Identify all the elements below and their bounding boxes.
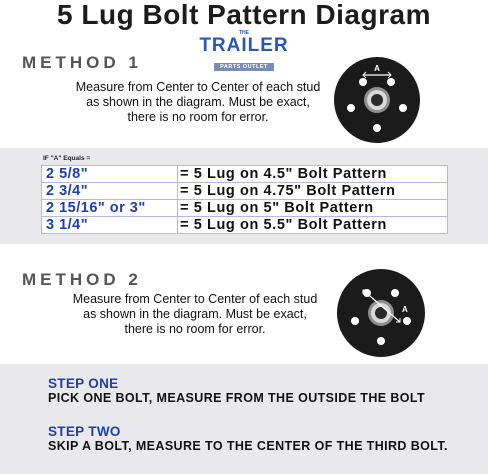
table-heading: IF "A" Equals = (43, 155, 91, 162)
step-two-text: SKIP A BOLT, MEASURE TO THE CENTER OF THE THIRD BOLT. (48, 439, 448, 453)
hub-diagram-method-2 (336, 268, 426, 358)
step-one-text: PICK ONE BOLT, MEASURE FROM THE OUTSIDE THE BOLT (48, 391, 426, 405)
page-title: 5 Lug Bolt Pattern Diagram (57, 0, 431, 30)
table-cell-value: 2 3/4" (42, 183, 178, 200)
table-cell-value: 2 5/8" (42, 166, 178, 183)
method-2-line: Measure from Center to Center of each stud (72, 292, 318, 306)
table-row (42, 166, 448, 183)
method-1-line: Measure from Center to Center of each stud (75, 80, 321, 94)
step-two-heading: STEP TWO (48, 424, 121, 439)
logo-name: TRAILER (199, 35, 289, 56)
table-row (42, 200, 448, 217)
method-1-label: METHOD 1 (22, 53, 142, 72)
table-row (42, 217, 448, 234)
hub-1-label: A (374, 64, 380, 73)
method-2-description (55, 292, 335, 337)
trailer-parts-outlet-logo (193, 30, 295, 70)
logo-sub: PARTS OUTLET (214, 63, 274, 71)
table-cell-result: = 5 Lug on 4.5" Bolt Pattern (178, 166, 448, 183)
table-cell-value: 3 1/4" (42, 217, 178, 234)
step-one-heading: STEP ONE (48, 376, 119, 391)
table-row (42, 183, 448, 200)
method-2-label: METHOD 2 (22, 270, 142, 289)
table-cell-result: = 5 Lug on 4.75" Bolt Pattern (178, 183, 448, 200)
logo-the: THE (239, 30, 249, 36)
method-1-line: there is no room for error. (127, 110, 269, 124)
method-2-line: as shown in the diagram. Must be exact, (83, 307, 307, 321)
hub-2-label: A (402, 305, 408, 314)
table-cell-result: = 5 Lug on 5.5" Bolt Pattern (178, 217, 448, 234)
table-cell-value: 2 15/16" or 3" (42, 200, 178, 217)
method-1-line: as shown in the diagram. Must be exact, (86, 95, 310, 109)
table-cell-result: = 5 Lug on 5" Bolt Pattern (178, 200, 448, 217)
bolt-pattern-table (41, 165, 448, 234)
hub-diagram-method-1 (333, 56, 421, 144)
method-2-line: there is no room for error. (124, 322, 266, 336)
method-1-description (58, 80, 338, 125)
